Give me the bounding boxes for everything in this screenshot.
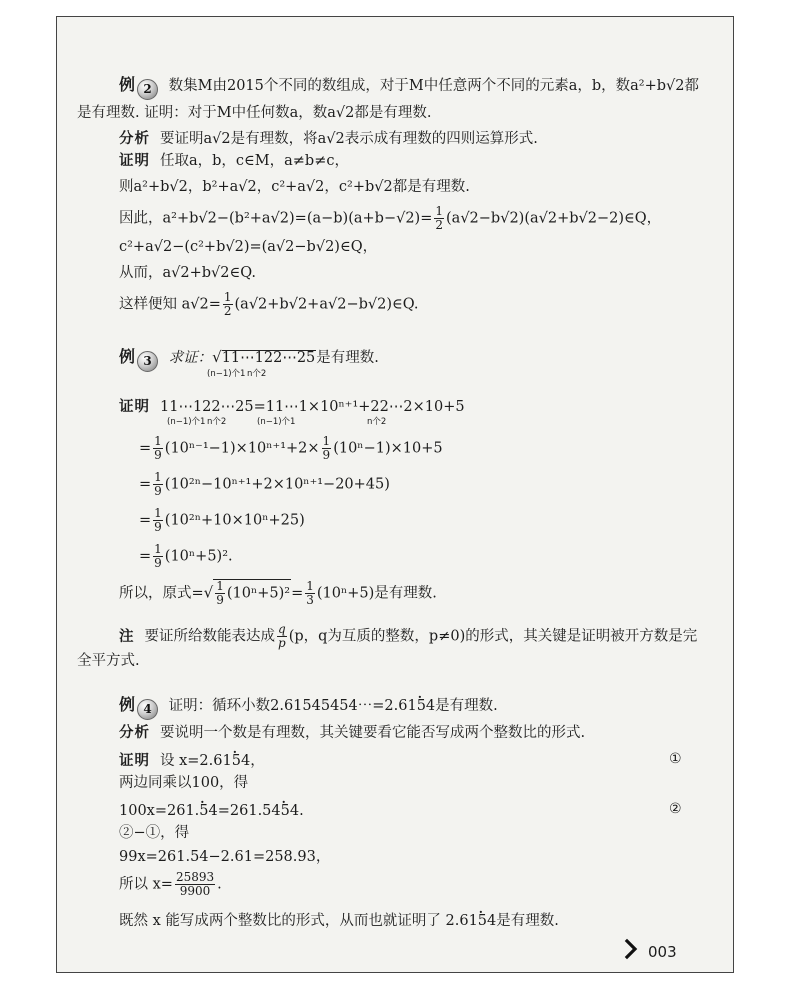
- repeating-digits: · 54: [417, 698, 435, 714]
- operator: =: [291, 585, 304, 602]
- fraction-numerator: 1: [322, 434, 331, 448]
- brace-annotation: (n−1)个1: [167, 417, 206, 427]
- statement-text: 是有理数.: [435, 698, 498, 714]
- operator: =: [139, 548, 152, 565]
- proof-text: 因此，a²+b√2−(b²+a√2)=(a−b)(a+b−√2)=: [119, 210, 433, 227]
- fraction-ninth: [153, 543, 163, 570]
- fraction-half: [223, 291, 233, 318]
- fraction-numerator: 1: [306, 579, 314, 593]
- analysis-text: 要证明a√2是有理数，将a√2表示成有理数的四则运算形式.: [160, 131, 538, 147]
- example-4-proof-line2: 两边同乘以100，得: [119, 775, 249, 791]
- expression: 11⋯1: [265, 399, 308, 415]
- fraction-ninth: [215, 580, 225, 607]
- example-2-proof-line2: 则a²+b√2，b²+a√2，c²+a√2，c²+b√2都是有理数.: [119, 179, 470, 195]
- example-3-proof-line4: [139, 507, 305, 534]
- radical-sign: √: [203, 583, 214, 602]
- example-3-proof-line1: [119, 397, 465, 417]
- example-2-statement: 数集M由2015个不同的数组成，对于M中任意两个不同的元素a，b，数a²+b√2都: [168, 78, 699, 94]
- example-2-proof-line3: [119, 205, 661, 232]
- example-2-label: 例: [119, 75, 137, 94]
- example-2-proof-line4: c²+a√2−(c²+b√2)=(a√2−b√2)∈Q，: [119, 239, 378, 255]
- example-2-analysis: [119, 129, 538, 149]
- fraction-third: [305, 580, 315, 607]
- chevron-right-icon: [620, 938, 642, 960]
- fraction-ninth: [153, 435, 163, 462]
- proof-label: 证明: [119, 153, 150, 169]
- example-4-label: 例: [119, 695, 137, 714]
- example-3-note: [119, 623, 697, 650]
- example-2-proof-line6: [119, 291, 419, 318]
- radicand: [213, 579, 291, 607]
- fraction-numerator: 1: [435, 204, 444, 218]
- brace-annotation: n个2: [367, 417, 387, 427]
- proof-text: (a√2+b√2+a√2−b√2)∈Q.: [234, 296, 419, 313]
- fraction-denominator: 9: [154, 520, 162, 534]
- statement-text: 证明：循环小数2.61545454⋯=2.61: [168, 698, 417, 714]
- fraction-denominator: 2: [223, 304, 232, 318]
- example-3-number-badge: 3: [137, 351, 158, 372]
- statement-prefix: 求证：: [168, 350, 213, 366]
- proof-text: =261.54: [217, 803, 281, 819]
- example-4-proof-line1: [119, 751, 265, 771]
- fraction-denominator: 9900: [179, 884, 211, 898]
- repeating-digits: · 54: [281, 803, 299, 819]
- expression: (10²ⁿ+10×10ⁿ+25): [164, 512, 305, 529]
- example-4-analysis: [119, 723, 585, 743]
- expression: 22⋯2: [370, 399, 413, 415]
- fraction-result: [175, 871, 215, 898]
- conclusion-text: 既然 x 能写成两个整数比的形式，从而也就证明了 2.61: [119, 913, 478, 929]
- fraction-numerator: 1: [154, 434, 162, 448]
- analysis-label: 分析: [119, 131, 150, 147]
- example-3-label: 例: [119, 347, 137, 366]
- example-2-proof-line1: [119, 151, 349, 171]
- equation-marker-1: ①: [669, 751, 682, 767]
- operator: =: [253, 399, 266, 415]
- expression: (10ⁿ−1)×10+5: [333, 440, 443, 457]
- fraction-numerator: 1: [223, 290, 232, 304]
- analysis-text: 要说明一个数是有理数，其关键要看它能否写成两个整数比的形式.: [160, 725, 586, 741]
- expression: (10²ⁿ−10ⁿ⁺¹+2×10ⁿ⁺¹−20+45): [164, 476, 390, 493]
- note-label: 注: [119, 628, 135, 645]
- brace-annotation: n个2: [207, 417, 227, 427]
- fraction-half: [434, 205, 444, 232]
- example-2-statement-line2: 是有理数. 证明：对于M中任何数a，数a√2都是有理数.: [77, 105, 432, 121]
- example-3-note-line2: 全平方式.: [77, 653, 140, 669]
- fraction-denominator: 3: [306, 593, 314, 607]
- example-4-proof-line4: ②−①，得: [119, 825, 190, 841]
- brace-annotation: n个2: [247, 369, 267, 379]
- equation-marker-2: ②: [669, 801, 682, 817]
- fraction-ninth: [153, 507, 163, 534]
- fraction-denominator: 9: [322, 448, 331, 462]
- example-3-conclusion: [119, 579, 437, 607]
- fraction-denominator: 9: [154, 484, 162, 498]
- analysis-label: 分析: [119, 725, 150, 741]
- example-2-proof-line5: 从而，a√2+b√2∈Q.: [119, 265, 257, 281]
- statement-suffix: 是有理数.: [316, 350, 379, 366]
- proof-text: 这样便知 a√2=: [119, 296, 221, 313]
- expression: (10ⁿ⁻¹−1)×10ⁿ⁺¹+2×: [164, 440, 320, 457]
- proof-text: 设 x=2.61: [160, 753, 232, 769]
- proof-text: ，: [250, 753, 265, 769]
- fraction-numerator: 1: [154, 470, 162, 484]
- repeating-digits: · 54: [199, 803, 217, 819]
- radical-sign: √: [212, 348, 222, 366]
- example-3-proof-line5: [139, 543, 233, 570]
- fraction-denominator: 9: [216, 593, 224, 607]
- operator: =: [139, 440, 152, 457]
- operator: =: [139, 512, 152, 529]
- fraction-q-over-p: [277, 623, 287, 650]
- example-4-proof-line3: [119, 801, 304, 821]
- fraction-ninth: [153, 471, 163, 498]
- proof-text: 100x=261.: [119, 803, 200, 819]
- repeating-digits: · 54: [232, 753, 250, 769]
- expression: (10ⁿ+5)².: [164, 548, 233, 565]
- proof-text: (a√2−b√2)(a√2+b√2−2)∈Q，: [446, 210, 662, 227]
- radicand: 11⋯122⋯25: [221, 350, 316, 366]
- example-4-proof-line5: 99x=261.54−2.61=258.93，: [119, 849, 331, 865]
- fraction-numerator: 25893: [175, 870, 215, 884]
- brace-annotation: (n−1)个1: [257, 417, 296, 427]
- example-2-statement-line1: [119, 75, 699, 100]
- note-text: (p，q为互质的整数，p≠0)的形式，其关键是证明被开方数是完: [288, 628, 698, 645]
- expression: ×10+5: [412, 399, 465, 415]
- example-3-proof-line3: [139, 471, 390, 498]
- expression: 11⋯122⋯25: [160, 399, 254, 415]
- page-number: 003: [648, 943, 677, 961]
- example-4-conclusion: [119, 911, 559, 931]
- example-4-statement: [119, 695, 498, 720]
- fraction-numerator: 1: [154, 542, 162, 556]
- fraction-denominator: 9: [154, 448, 162, 462]
- conclusion-text: 所以，原式=: [119, 585, 204, 602]
- operator: =: [139, 476, 152, 493]
- proof-text: 任取a，b，c∈M，a≠b≠c，: [160, 153, 349, 169]
- fraction-numerator: 1: [154, 506, 162, 520]
- book-page: [56, 16, 734, 973]
- conclusion-text: 是有理数.: [496, 913, 559, 929]
- proof-text: 所以 x=: [119, 876, 173, 893]
- repeating-digits: · 54: [478, 913, 496, 929]
- proof-text: .: [299, 803, 304, 819]
- proof-text: .: [217, 876, 222, 893]
- fraction-denominator: p: [278, 636, 286, 650]
- example-2-number-badge: 2: [137, 79, 158, 100]
- conclusion-text: (10ⁿ+5)是有理数.: [316, 585, 437, 602]
- fraction-denominator: 9: [154, 556, 162, 570]
- expression: (10ⁿ+5)²: [226, 585, 291, 602]
- fraction-denominator: 2: [435, 218, 444, 232]
- proof-label: 证明: [119, 399, 150, 415]
- proof-label: 证明: [119, 753, 150, 769]
- fraction-numerator: 1: [216, 579, 224, 593]
- example-3-proof-line2: [139, 435, 443, 462]
- example-4-proof-line6: [119, 871, 222, 898]
- fraction-ninth: [322, 435, 332, 462]
- note-text: 要证所给数能表达成: [144, 628, 275, 645]
- expression: ×10ⁿ⁺¹+: [307, 399, 371, 415]
- example-4-number-badge: 4: [137, 699, 158, 720]
- fraction-numerator: q: [278, 622, 286, 636]
- brace-annotation: (n−1)个1: [207, 369, 246, 379]
